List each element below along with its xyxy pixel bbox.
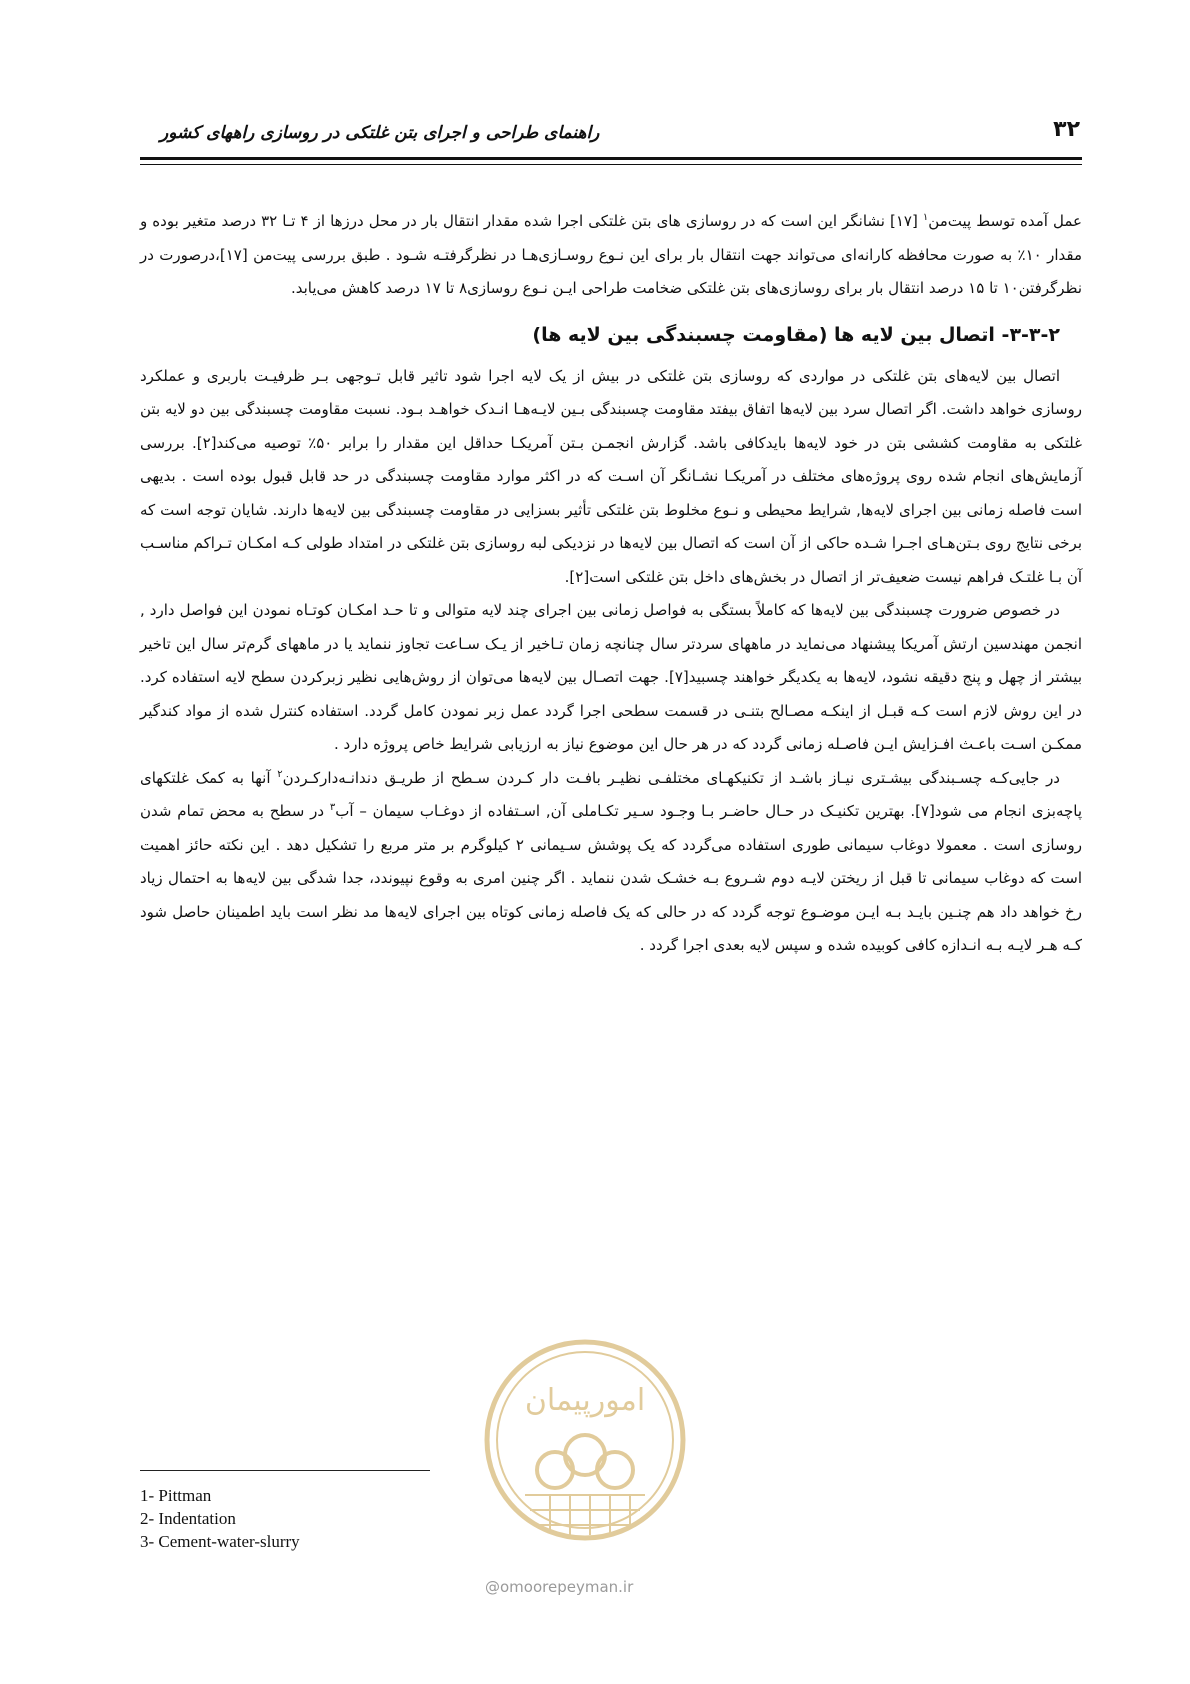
running-title: راهنمای طراحی و اجرای بتن غلتکی در روسازی راههای کشور [160,123,600,143]
page-header [140,117,1082,160]
body-text [140,205,1082,963]
paragraph-4-text-a: در جایی‌کـه چسـبندگی بیشـتری نیـاز باشـد از تکنیکهـای مختلفـی نظیـر بافـت دار کـردن سـطح از طریـق دندانـه‌دارکـردن [282,768,1060,787]
watermark-logo-text: امورپیمان [524,1383,646,1418]
footnote-divider [140,1470,430,1471]
footnote-ref-1: ۱ [922,212,929,223]
paragraph-4-text-b: آنها به کمک غلتکهای پاچه‌بزی انجام می شود[۷]. بهترین تکنیـک در حـال حاضـر بـا وجـود سـیر تکـاملی آن, اسـتفاده از دوغـاب سیمان – آب [140,768,1083,820]
paragraph-1-text-a: عمل آمده توسط پیت‌من [928,212,1083,230]
watermark-url: @omoorepeyman.ir [485,1578,634,1596]
paragraph-1-text-b: [۱۷] نشانگر این است که در روسازی های بتن غلتکی اجرا شده مقدار انتقال بار در محل درزها از ۴ تـا ۳۲ درصد متغیر بوده و مقدار ۱۰٪ به صورت محافظه کارانه‌ای می‌تواند جهت انتقال بار برای این نـوع روسـازی‌هـا در نظرگرفتـه شـود . طبق بررسی پیت‌من [۱۷]،درصورت در نظرگرفتن۱۰ تا ۱۵ درصد انتقال بار برای روسازی‌های بتن غلتکی ضخامت طراحی ایـن نـوع روسازی۸ تا ۱۷ درصد کاهش می‌یابد. [140,212,1082,297]
paragraph-2: اتصال بین لایه‌های بتن غلتکی در مواردی که روسازی بتن غلتکی در بیش از یک لایه اجرا شود تاثیر قابل تـوجهی بـر ظرفیـت باربری و عملکرد روسازی خواهد داشت. اگر اتصال سرد بین لایه‌ها اتفاق بیفتد مقاومت چسبندگی بـین لایـه‌هـا انـدک خواهـد بـود. نسبت مقاومت چسبندگی بین دو لایه بتن غلتکی به مقاومت کششی بتن در خود لایه‌ها بایدکافی باشد. گزارش انجمـن بـتن آمریکـا حداقل این مقدار را برابر ۵۰٪ توصیه می‌کند[۲]. بررسی آزمایش‌های انجام شده روی پروژه‌های مختلف در آمریکـا نشـانگر آن اسـت که در اکثر موارد مقاومت چسبندگی در حد قابل قبول بوده است . بدیهی است فاصله زمانی بین اجرای لایه‌ها, شرایط محیطی و نـوع مخلوط بتن غلتکی تأثیر بسزایی در مقاومت چسبندگی بین لایه‌ها دارند. شایان توجه است که برخی نتایج روی بـتن‌هـای اجـرا شـده حاکی از آن است که اتصال بین لایه‌ها در نزدیکی لبه روسازی بتن غلتکی در امتداد طولی کـه امکـان تـراکم مناسـب آن بـا غلتـک فراهم نیست ضعیف‌تر از اتصال در بخش‌های داخل بتن غلتکی است[۲]. [140,366,1082,586]
footnote-3: 3- Cement-water-slurry [140,1532,300,1551]
paragraph-4 [140,762,1082,963]
footnote-ref-3: ۳ [329,802,336,813]
paragraph-1 [140,205,1082,306]
paragraph-4-text-c: در سطح به محض تمام شدن روسازی است . معمولا دوغاب سیمانی طوری استفاده می‌گردد که یک پوشش سـیمانی ۲ کیلوگرم بر متر مربع را تشکیل دهد . این نکته حائز اهمیت است که دوغاب سیمانی تا قبل از ریختن لایـه دوم شـروع بـه خشـک شدن ننماید . اگر چنین امری به وقوع نپیوندد، جدا شدگی بین لایه‌ها به احتمال زیاد رخ خواهد داد هم چنـین بایـد بـه ایـن موضـوع توجه گردد که در حالی که یک فاصله زمانی کوتاه بین اجرای لایه‌ها مد نظر است باید اطمینان حاصل شود کـه هـر لایـه بـه انـدازه کافی کوبیده شده و سپس لایه بعدی اجرا گردد . [140,802,1082,954]
footnote-1: 1- Pittman [140,1486,212,1505]
section-heading: ۳-۳-۲- اتصال بین لایه ها (مقاومت چسبندگی بین لایه ها) [532,323,1060,346]
footnote-2: 2- Indentation [140,1509,236,1528]
footnotes [140,1484,540,1553]
paragraph-3: در خصوص ضرورت چسبندگی بین لایه‌ها که کاملاً بستگی به فواصل زمانی بین اجرای چند لایه متوالی و تا حـد امکـان کوتـاه نمودن این فواصل دارد , انجمن مهندسین ارتش آمریکا پیشنهاد می‌نماید در ماههای سردتر سال چنانچه زمان تـاخیر از یـک سـاعت تجاوز ننماید یا در ماههای گرم‌تر سال این تاخیر بیشتر از چهل و پنج دقیقه نشود، لایه‌ها به یکدیگر خواهند چسبید[۷]. جهت اتصـال بین لایه‌ها می‌توان از روش‌هایی نظیر زبرکردن سطح لایه استفاده کرد. در این روش لازم است کـه قبـل از اینکـه مصـالح بتنـی در قسمت سطحی اجرا گردد عمل زبر نمودن کامل گردد. استفاده کنترل شده از مواد کندگیر ممکـن اسـت باعـث افـزایش ایـن فاصـله زمانی گردد که در هر حال این موضوع نیاز به ارزیابی شرایط خاص پروژه دارد . [140,601,1083,753]
page-number: ۳۲ [1053,117,1080,142]
footnote-ref-2: ۲ [277,768,283,780]
